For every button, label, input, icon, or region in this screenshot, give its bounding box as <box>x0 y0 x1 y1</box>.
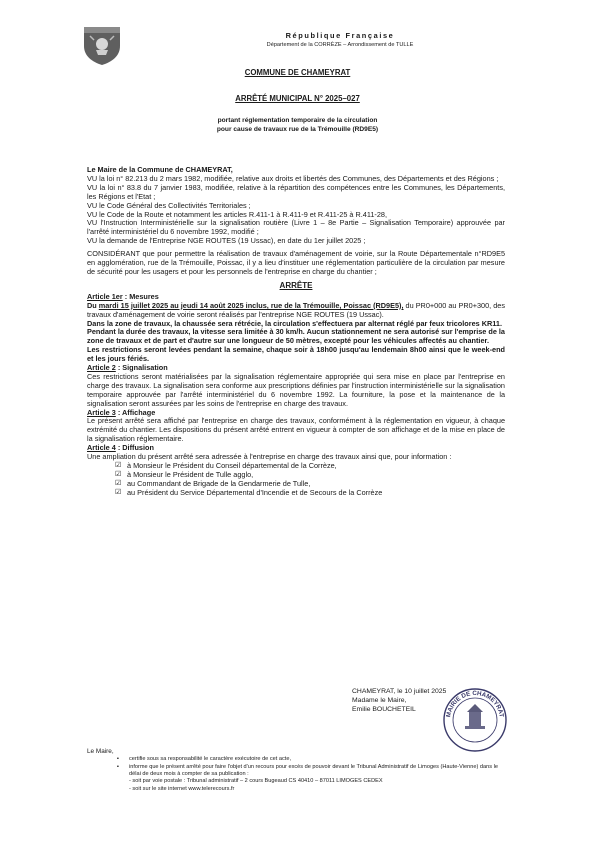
signature-name: Emilie BOUCHETEIL <box>352 706 416 713</box>
checkbox-icon: ☑ <box>115 479 122 487</box>
considerant-paragraph: CONSIDÉRANT que pour permettre la réalisation de travaux d'aménagement de voirie, sur la Route Départementale n°RD9E5 en agglomération, rue de la Trémouille, Poissac, il y a lieu d'instituer une réglementation particulière de la circulation par mesure de sécurité pour les usagers et pour les personnels de l'entreprise en charge du chantier ; <box>87 249 505 276</box>
list-item <box>117 764 507 794</box>
document-body <box>87 166 505 498</box>
signature-block <box>352 687 446 714</box>
coat-of-arms-icon <box>76 24 128 66</box>
arrete-heading: ARRÊTE <box>279 280 313 290</box>
checkbox-icon: ☑ <box>115 470 122 478</box>
bullet-icon: ▪ <box>117 756 119 763</box>
footer-block <box>87 748 507 793</box>
article-2-paragraph: Ces restrictions seront matérialisées par la signalisation réglementaire appropriée qui sera mise en place par l'entreprise en charge des travaux. La signalisation sera conforme aux prescriptions définies par l'instruction interministérielle sur la signalisation temporaire approuvée par l'arrêté interministériel du 6 novembre 1992. La fourniture, la pose et la maintenance de la signalisation seront assurées par les soins de l'entreprise en charge des travaux. <box>87 371 505 408</box>
stamp-text: MAIRIE DE CHAMEYRAT <box>445 689 505 718</box>
vu-line-2: VU la loi n° 83.8 du 7 janvier 1983, modifiée, relative à la répartition des compétences entre les Communes, les Départements, les Régions et l'Etat ; <box>87 182 505 201</box>
article-1-paragraph-2: Dans la zone de travaux, la chaussée sera rétrécie, la circulation s'effectuera par alternat réglé par feux tricolores KR11. <box>87 318 503 328</box>
article-1-dates: mardi 15 juillet 2025 au jeudi 14 août 2025 inclus, rue de la Trémouille, Poissac (RD9E5), <box>98 300 404 310</box>
recipient-text: à Monsieur le Président de Tulle agglo, <box>127 469 254 479</box>
object-line-1: portant réglementation temporaire de la circulation <box>217 117 378 124</box>
vu-line-6: VU la demande de l'Entreprise NGE ROUTES (19 Ussac), en date du 1er juillet 2025 ; <box>87 236 366 246</box>
article-4-title: Article 4 <box>87 443 116 453</box>
arrete-number: ARRÊTÉ MUNICIPAL N° 2025–027 <box>235 94 360 103</box>
vu-line-4: VU le Code de la Route et notamment les articles R.411-1 à R.411-9 et R.411-25 à R.411-28, <box>87 209 388 219</box>
signature-role: Madame le Maire, <box>352 697 407 704</box>
footer-item-text: certifie sous sa responsabilité le caractère exécutoire de cet acte, <box>129 756 291 763</box>
signature-place-date: CHAMEYRAT, le 10 juillet 2025 <box>352 688 447 695</box>
article-1-title: Article 1er <box>87 291 123 301</box>
footer-sub-1: - soit par voie postale : Tribunal administratif – 2 cours Bugeaud CS 40410 – 87011 LIMOGES CEDEX <box>129 778 383 785</box>
article-3-paragraph: Le présent arrêté sera affiché par l'entreprise en charge des travaux, conformément à la réglementation en vigueur, à chaque extrémité du chantier. Les dispositions du présent arrêté entrent en vigueur à compter de son affichage et de la mise en place de la signalisation réglementaire. <box>87 416 505 444</box>
article-1-paragraph-4: Les restrictions seront levées pendant la semaine, chaque soir à 18h00 jusqu'au lendemain 8h00 ainsi que le week-end et les jours fériés. <box>87 345 505 364</box>
recipient-text: à Monsieur le Président du Conseil départemental de la Corrèze, <box>127 461 337 470</box>
republic-header <box>210 31 470 48</box>
checkbox-icon: ☑ <box>115 488 122 496</box>
department-line: Département de la CORRÈZE – Arrondissement de TULLE <box>266 42 414 48</box>
commune-title: COMMUNE DE CHAMEYRAT <box>244 68 351 77</box>
article-1-paragraph-3: Pendant la durée des travaux, la vitesse sera limitée à 30 km/h. Aucun stationnement ne sera autorisé sur l'emprise de la zone de travaux et de part et d'autre sur une longueur de 50 mètres, excepté pour les véhicules affectés au chantier. <box>87 327 505 346</box>
recipient-text: au Président du Service Départemental d'Incendie et de Secours de la Corrèze <box>127 487 383 497</box>
article-4-label: : Diffusion <box>115 443 154 453</box>
article-2-title: Article 2 <box>87 363 116 373</box>
footer-list <box>87 756 507 793</box>
article-3-title: Article 3 <box>87 407 116 417</box>
recipients-list <box>87 462 505 498</box>
checkbox-icon: ☑ <box>115 462 122 469</box>
article-1-paragraph-1 <box>87 302 505 320</box>
footer-sub-2: - soit sur le site internet www.telerecours.fr <box>129 785 235 792</box>
article-1-p1-start: Du <box>87 300 99 310</box>
article-3-label: : Affichage <box>115 407 156 417</box>
recipient-text: au Commandant de Brigade de la Gendarmerie de Tulle, <box>127 478 311 488</box>
republic-title: République Française <box>285 31 395 40</box>
article-4-paragraph: Une ampliation du présent arrêté sera adressée à l'entreprise en charge des travaux ainsi que, pour information : <box>87 452 452 462</box>
list-item <box>115 489 505 498</box>
vu-line-3: VU le Code Général des Collectivités Territoriales ; <box>87 200 251 210</box>
arrete-object <box>150 116 445 134</box>
vu-line-1: VU la loi n° 82.213 du 2 mars 1982, modifiée, relative aux droits et libertés des Communes, des Départements et des Régions ; <box>87 173 499 183</box>
article-1-label: : Mesures <box>122 291 159 301</box>
article-2-label: : Signalisation <box>115 363 168 373</box>
object-line-2: pour cause de travaux rue de la Trémouille (RD9E5) <box>216 126 379 133</box>
list-item <box>117 756 507 763</box>
footer-item-text: informe que le présent arrêté pour faire l'objet d'un recours pour excès de pouvoir devant le Tribunal Administratif de Limoges (Haute-Vienne) dans le délai de deux mois à compter de sa publication : <box>129 763 498 778</box>
bullet-icon: ▪ <box>117 763 119 770</box>
mairie-seal-icon <box>440 684 510 754</box>
article-1-p1-end: du PR0+000 au PR0+300, des travaux d'aménagement de voirie seront réalisés par l'entreprise NGE ROUTES (19 Ussac). <box>87 300 505 319</box>
maire-line: Le Maire de la Commune de CHAMEYRAT, <box>87 165 233 174</box>
footer-lead: Le Maire, <box>87 748 114 755</box>
vu-line-5: VU l'Instruction Interministérielle sur la signalisation routière (Livre 1 – 8e Partie – Signalisation Temporaire) approuvée par l'arrêté interministériel du 6 novembre 1992, modifié ; <box>87 218 505 237</box>
